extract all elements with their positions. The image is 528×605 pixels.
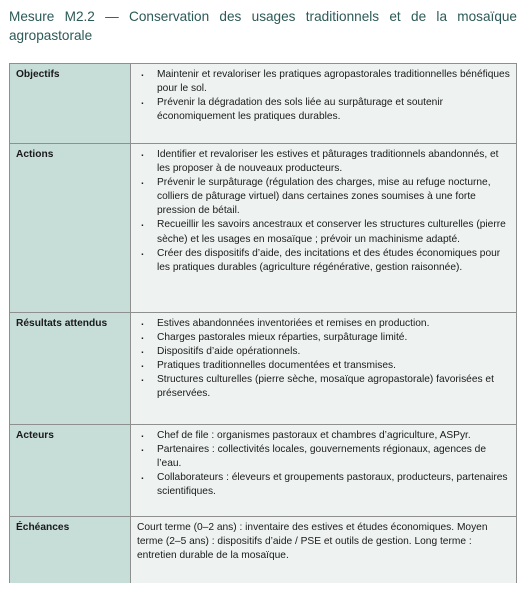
list-item: . Structures culturelles (pierre sèche, mosaïque agropastorale) favorisées et préservées. [137,373,510,401]
row-acteurs [10,424,516,517]
row-label: Objectifs [10,64,131,143]
row-content [131,517,516,583]
row-content [131,425,516,517]
list-item: . Prévenir le surpâturage (régulation des charges, mise au refuge nocturne, colliers de pâturage virtuel) dans certaines zones soumises à une forte pression de bétail. [137,176,510,218]
list-item: . Pratiques traditionnelles documentées et transmises. [137,359,510,373]
row-resultats [10,312,516,425]
list-item: . Dispositifs d’aide opérationnels. [137,345,510,359]
deadline-text: Court terme (0–2 ans) : inventaire des estives et études économiques. Moyen terme (2–5 ans) : dispositifs d’aide / PSE et outils de gestion. Long terme : entretien durable de la mosaïque. [137,522,488,562]
list-item: . Chef de file : organismes pastoraux et chambres d’agriculture, ASPyr. [137,429,510,443]
row-label: Actions [10,144,131,313]
row-echeances [10,516,516,583]
measure-table [9,63,517,583]
row-actions [10,143,516,313]
row-label: Acteurs [10,425,131,517]
page-title: Mesure M2.2 — Conservation des usages traditionnels et de la mosaïque agropastorale [9,9,517,43]
list-item: . Prévenir la dégradation des sols liée au surpâturage et soutenir économiquement les pratiques durables. [137,96,510,124]
row-label: Résultats attendus [10,313,131,425]
row-objectifs [10,64,516,143]
list-item: . Collaborateurs : éleveurs et groupements pastoraux, producteurs, partenaires scientifiques. [137,471,510,499]
row-label: Échéances [10,517,131,583]
list-item: . Maintenir et revaloriser les pratiques agropastorales traditionnelles bénéfiques pour le sol. [137,68,510,96]
list-item: . Charges pastorales mieux réparties, surpâturage limité. [137,331,510,345]
row-content [131,144,516,313]
list-item: . Créer des dispositifs d’aide, des incitations et des études économiques pour les pratiques durables (agriculture régénérative, gestion raisonnée). [137,247,510,275]
list-item: . Partenaires : collectivités locales, gouvernements régionaux, agences de l’eau. [137,443,510,471]
list-item: . Recueillir les savoirs ancestraux et conserver les structures culturelles (pierre sèche) et les usages en mosaïque ; prévoir un machinisme adapté. [137,218,510,246]
row-content [131,64,516,143]
list-item: . Estives abandonnées inventoriées et remises en production. [137,317,510,331]
row-content [131,313,516,425]
list-item: . Identifier et revaloriser les estives et pâturages traditionnels abandonnés, et les proposer à de nouveaux producteurs. [137,148,510,176]
